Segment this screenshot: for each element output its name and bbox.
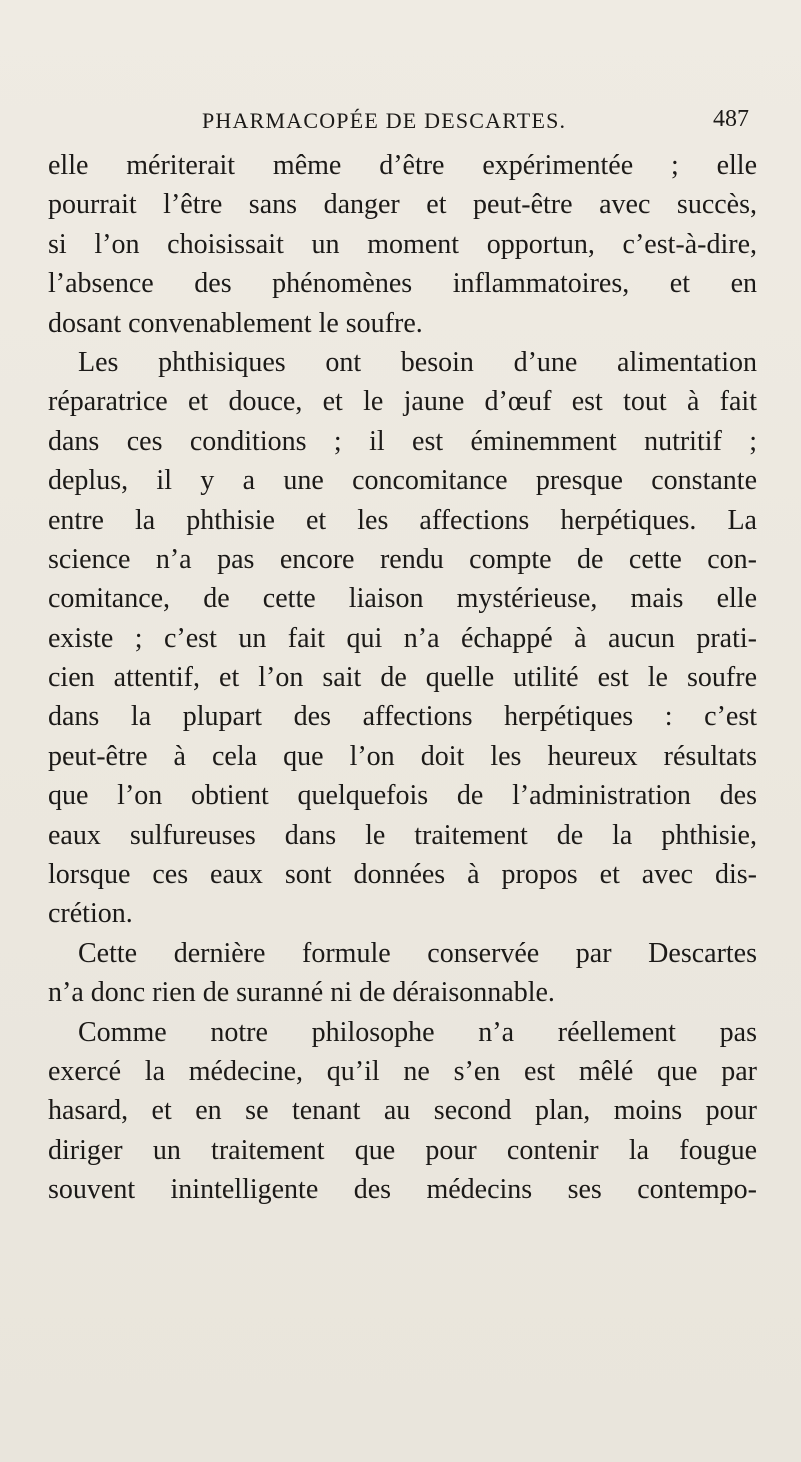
text-line: dans la plupart des affections herpétiques : c’est bbox=[48, 701, 757, 733]
text-line: Les phthisiques ont besoin d’une alimentation bbox=[78, 346, 757, 378]
text-line: diriger un traitement que pour contenir la fougue bbox=[48, 1134, 757, 1166]
text-line: dosant convenablement le soufre. bbox=[48, 307, 423, 339]
text-line: elle mériterait même d’être expérimentée ; elle bbox=[48, 150, 757, 181]
running-head bbox=[48, 104, 757, 144]
text-line: peut-être à cela que l’on doit les heureux résultats bbox=[48, 740, 757, 772]
text-line: lorsque ces eaux sont données à propos et avec dis- bbox=[48, 859, 757, 891]
text-line: cien attentif, et l’on sait de quelle utilité est le soufre bbox=[48, 662, 757, 694]
text-line: crétion. bbox=[48, 898, 133, 930]
text-line: eaux sulfureuses dans le traitement de la phthisie, bbox=[48, 819, 757, 851]
text-line: l’absence des phénomènes inflammatoires, et en bbox=[48, 268, 757, 300]
text-line: souvent inintelligente des médecins ses contempo- bbox=[48, 1174, 757, 1206]
text-line: deplus, il y a une concomitance presque constante bbox=[48, 465, 757, 497]
text-line: entre la phthisie et les affections herpétiques. La bbox=[48, 504, 757, 536]
text-line: réparatrice et douce, et le jaune d’œuf est tout à fait bbox=[48, 386, 757, 418]
running-title: PHARMACOPÉE DE DESCARTES. bbox=[202, 108, 567, 133]
text-line: si l’on choisissait un moment opportun, c’est-à-dire, bbox=[48, 228, 757, 260]
text-line: Cette dernière formule conservée par Descartes bbox=[78, 937, 757, 969]
text-line: science n’a pas encore rendu compte de cette con- bbox=[48, 543, 757, 575]
text-line: comitance, de cette liaison mystérieuse, mais elle bbox=[48, 583, 757, 615]
text-line: n’a donc rien de suranné ni de déraisonnable. bbox=[48, 977, 555, 1009]
text-line: exercé la médecine, qu’il ne s’en est mêlé que par bbox=[48, 1055, 757, 1087]
text-line: pourrait l’être sans danger et peut-être avec succès, bbox=[48, 189, 757, 221]
text-line: hasard, et en se tenant au second plan, moins pour bbox=[48, 1095, 757, 1127]
text-line: que l’on obtient quelquefois de l’administration des bbox=[48, 780, 757, 812]
text-line: existe ; c’est un fait qui n’a échappé à aucun prati- bbox=[48, 622, 757, 654]
body-text bbox=[48, 146, 757, 1210]
page-number: 487 bbox=[713, 106, 749, 132]
text-line: dans ces conditions ; il est éminemment nutritif ; bbox=[48, 425, 757, 457]
text-line: Comme notre philosophe n’a réellement pas bbox=[78, 1016, 757, 1048]
